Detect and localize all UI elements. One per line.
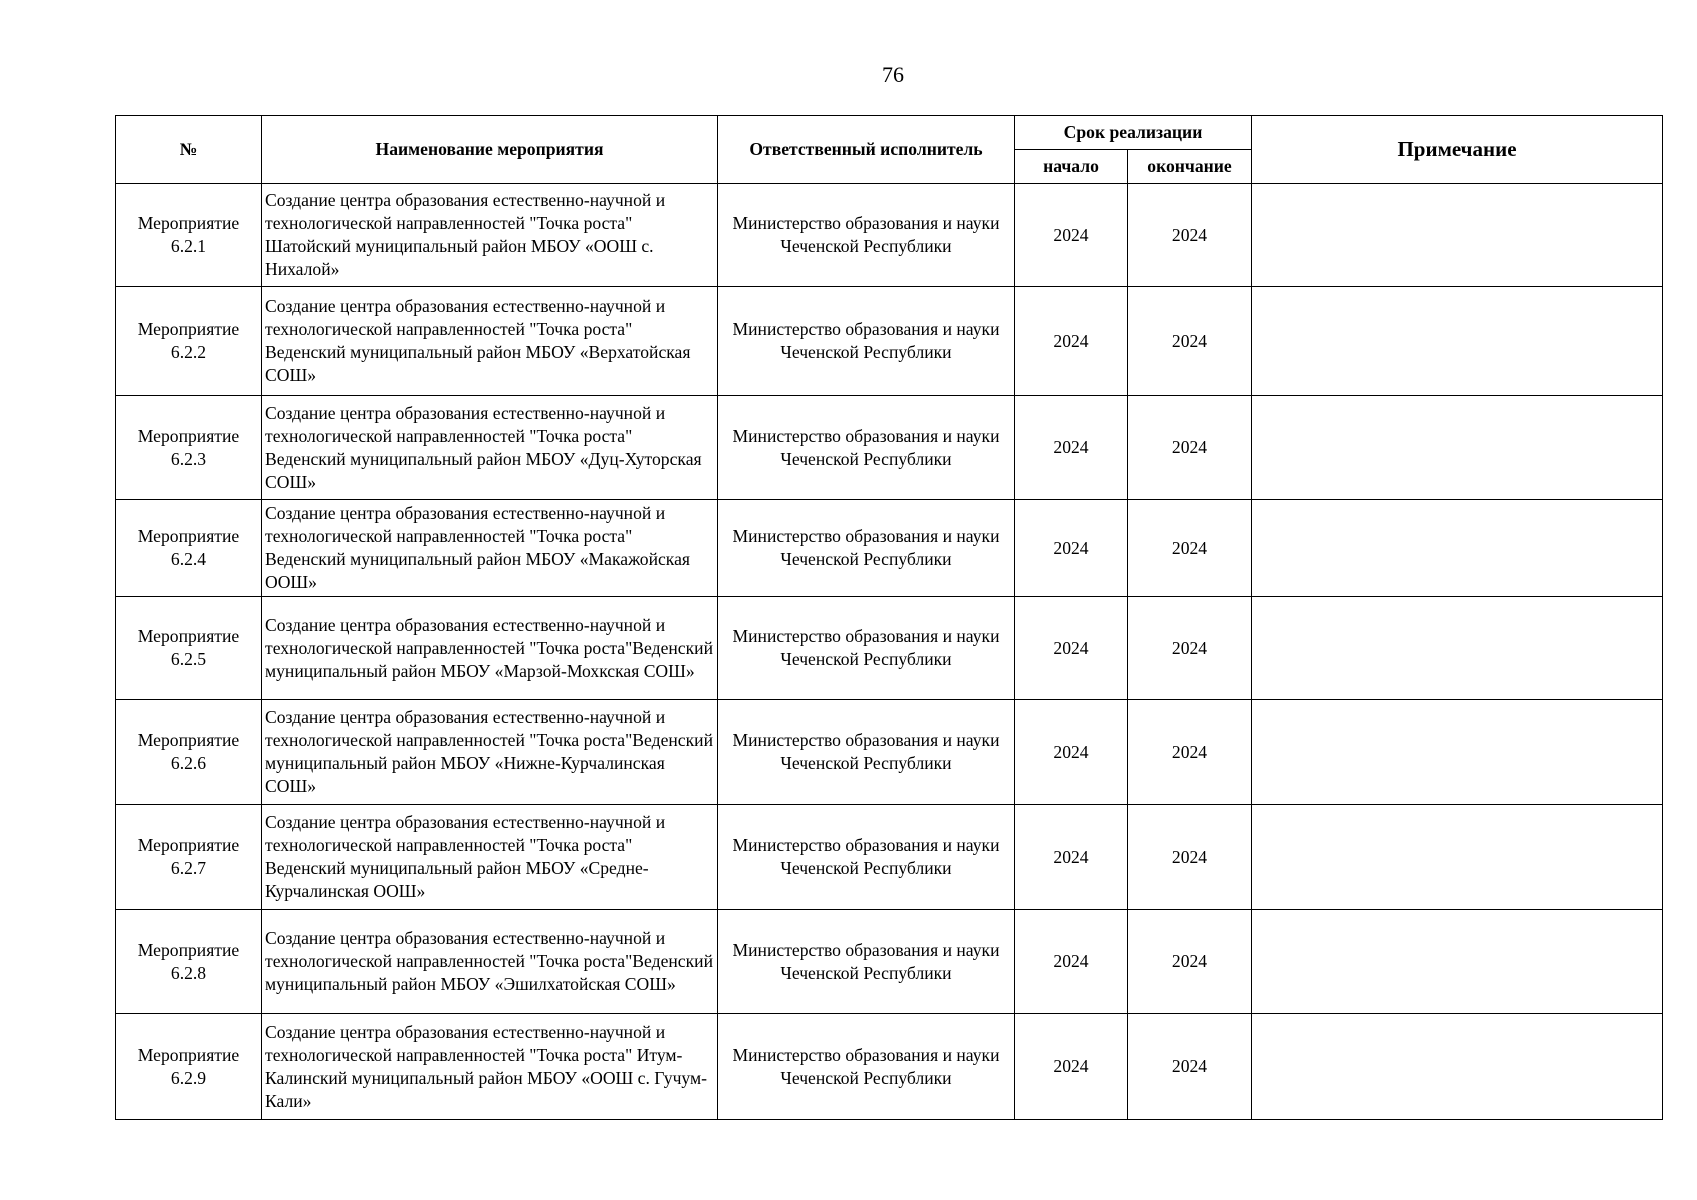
cell-number: Мероприятие 6.2.4 (116, 500, 262, 597)
cell-end: 2024 (1128, 597, 1252, 700)
cell-note (1252, 396, 1663, 500)
header-executor: Ответственный исполнитель (718, 116, 1015, 184)
cell-start: 2024 (1015, 910, 1128, 1014)
cell-start: 2024 (1015, 287, 1128, 396)
header-number: № (116, 116, 262, 184)
cell-event-name: Создание центра образования естественно-научной и технологической направленностей "Точка роста"Веденский муниципальный район МБОУ «Эшилхатойская СОШ» (262, 910, 718, 1014)
table-row (116, 910, 1663, 1014)
cell-event-name: Создание центра образования естественно-научной и технологической направленностей "Точка роста" Веденский муниципальный район МБОУ «Средне-Курчалинская ООШ» (262, 805, 718, 910)
cell-executor: Министерство образования и науки Чеченской Республики (718, 1014, 1015, 1120)
header-event-name: Наименование мероприятия (262, 116, 718, 184)
cell-end: 2024 (1128, 396, 1252, 500)
cell-start: 2024 (1015, 700, 1128, 805)
cell-executor: Министерство образования и науки Чеченской Республики (718, 500, 1015, 597)
cell-note (1252, 805, 1663, 910)
cell-end: 2024 (1128, 1014, 1252, 1120)
cell-executor: Министерство образования и науки Чеченской Республики (718, 597, 1015, 700)
cell-note (1252, 287, 1663, 396)
table-row (116, 805, 1663, 910)
cell-number: Мероприятие 6.2.2 (116, 287, 262, 396)
cell-note (1252, 184, 1663, 287)
cell-event-name: Создание центра образования естественно-научной и технологической направленностей "Точка роста"Веденский муниципальный район МБОУ «Нижне-Курчалинская СОШ» (262, 700, 718, 805)
cell-number: Мероприятие 6.2.5 (116, 597, 262, 700)
cell-end: 2024 (1128, 910, 1252, 1014)
cell-executor: Министерство образования и науки Чеченской Республики (718, 910, 1015, 1014)
cell-note (1252, 500, 1663, 597)
cell-event-name: Создание центра образования естественно-научной и технологической направленностей "Точка роста" Веденский муниципальный район МБОУ «Макажойская ООШ» (262, 500, 718, 597)
cell-start: 2024 (1015, 805, 1128, 910)
header-note: Примечание (1252, 116, 1663, 184)
header-period: Срок реализации (1015, 116, 1252, 150)
table-row (116, 184, 1663, 287)
table-row (116, 700, 1663, 805)
cell-note (1252, 700, 1663, 805)
cell-event-name: Создание центра образования естественно-научной и технологической направленностей "Точка роста" Веденский муниципальный район МБОУ «Дуц-Хуторская СОШ» (262, 396, 718, 500)
table-header (116, 116, 1663, 184)
cell-executor: Министерство образования и науки Чеченской Республики (718, 184, 1015, 287)
cell-number: Мероприятие 6.2.7 (116, 805, 262, 910)
cell-end: 2024 (1128, 700, 1252, 805)
cell-end: 2024 (1128, 805, 1252, 910)
table-row (116, 597, 1663, 700)
cell-executor: Министерство образования и науки Чеченской Республики (718, 805, 1015, 910)
cell-executor: Министерство образования и науки Чеченской Республики (718, 396, 1015, 500)
table-body (116, 184, 1663, 1120)
cell-start: 2024 (1015, 1014, 1128, 1120)
cell-executor: Министерство образования и науки Чеченской Республики (718, 287, 1015, 396)
cell-number: Мероприятие 6.2.3 (116, 396, 262, 500)
table-row (116, 396, 1663, 500)
cell-start: 2024 (1015, 184, 1128, 287)
page-number: 76 (882, 62, 904, 87)
cell-number: Мероприятие 6.2.1 (116, 184, 262, 287)
cell-end: 2024 (1128, 287, 1252, 396)
events-table (115, 115, 1663, 1120)
cell-start: 2024 (1015, 500, 1128, 597)
header-end: окончание (1128, 150, 1252, 184)
cell-end: 2024 (1128, 184, 1252, 287)
cell-number: Мероприятие 6.2.6 (116, 700, 262, 805)
cell-start: 2024 (1015, 396, 1128, 500)
table-row (116, 1014, 1663, 1120)
cell-executor: Министерство образования и науки Чеченской Республики (718, 700, 1015, 805)
cell-event-name: Создание центра образования естественно-научной и технологической направленностей "Точка роста" Веденский муниципальный район МБОУ «Верхатойская СОШ» (262, 287, 718, 396)
cell-event-name: Создание центра образования естественно-научной и технологической направленностей "Точка роста" Итум-Калинский муниципальный район МБОУ «ООШ с. Гучум-Кали» (262, 1014, 718, 1120)
cell-end: 2024 (1128, 500, 1252, 597)
cell-note (1252, 597, 1663, 700)
cell-event-name: Создание центра образования естественно-научной и технологической направленностей "Точка роста" Шатойский муниципальный район МБОУ «ООШ с. Нихалой» (262, 184, 718, 287)
cell-note (1252, 1014, 1663, 1120)
cell-note (1252, 910, 1663, 1014)
header-start: начало (1015, 150, 1128, 184)
cell-number: Мероприятие 6.2.9 (116, 1014, 262, 1120)
cell-event-name: Создание центра образования естественно-научной и технологической направленностей "Точка роста"Веденский муниципальный район МБОУ «Марзой-Мохкская СОШ» (262, 597, 718, 700)
table-row (116, 287, 1663, 396)
cell-start: 2024 (1015, 597, 1128, 700)
table-row (116, 500, 1663, 597)
cell-number: Мероприятие 6.2.8 (116, 910, 262, 1014)
